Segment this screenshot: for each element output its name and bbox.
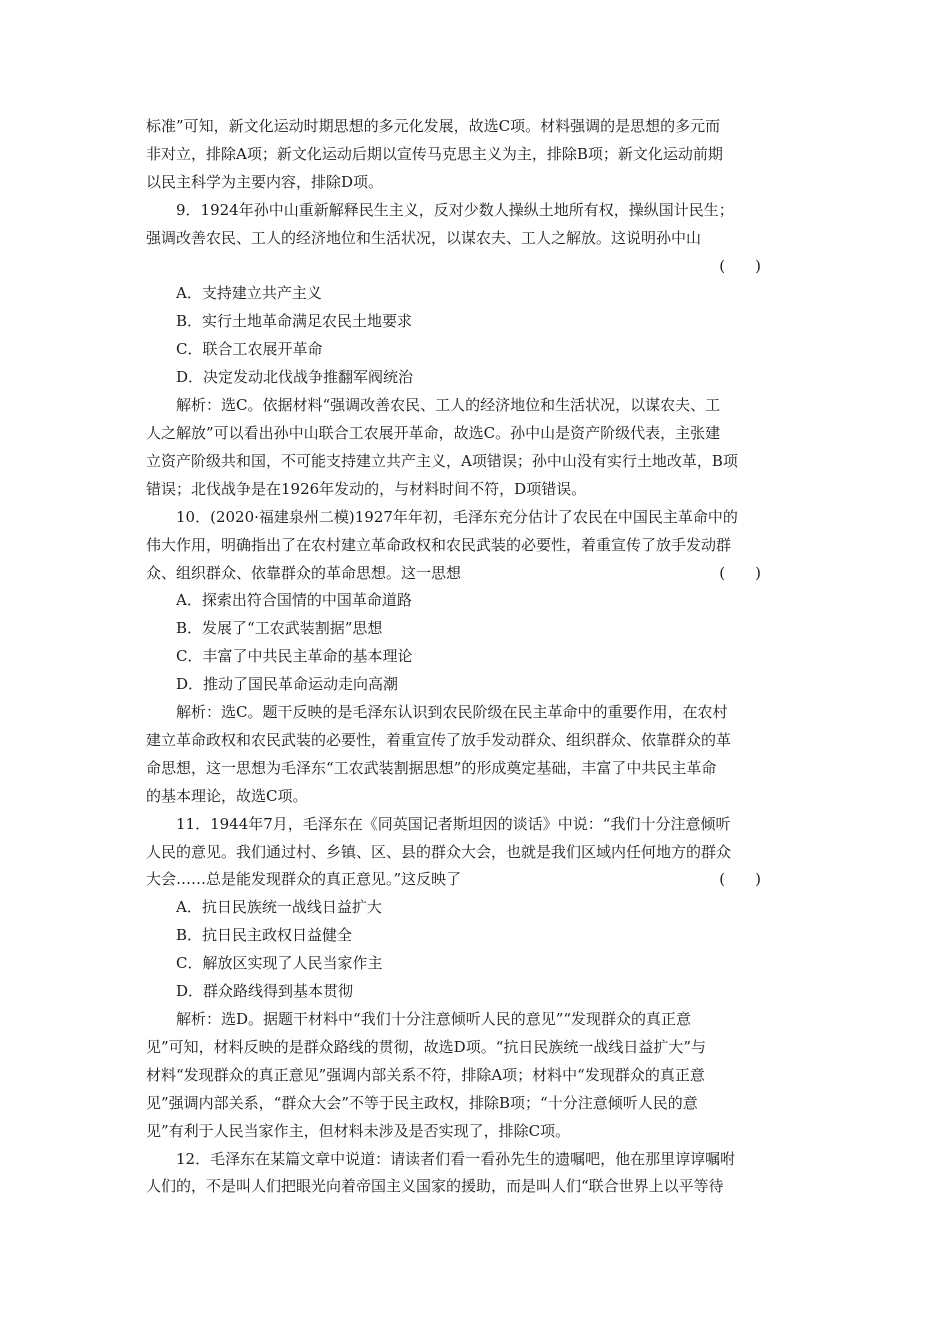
question-stem-line: 11．1944年7月，毛泽东在《同英国记者斯坦因的谈话》中说：“我们十分注意倾听 xyxy=(176,814,731,833)
question-stem-line: 强调改善农民、工人的经济地位和生活状况，以谋农夫、工人之解放。这说明孙中山 xyxy=(146,228,702,247)
option-b: B．发展了“工农武装割据”思想 xyxy=(176,619,383,638)
option-d: D．群众路线得到基本贯彻 xyxy=(176,982,354,1001)
option-a: A．支持建立共产主义 xyxy=(176,284,322,303)
text-line: 以民主科学为主要内容，排除D项。 xyxy=(146,172,384,191)
option-a: A．抗日民族统一战线日益扩大 xyxy=(176,898,382,917)
analysis-line: 的基本理论，故选C项。 xyxy=(146,786,308,805)
question-stem-line: 12．毛泽东在某篇文章中说道：请读者们看一看孙先生的遗嘱吧，他在那里谆谆嘱咐 xyxy=(176,1149,736,1168)
analysis-line: 解析：选C。依据材料“强调改善农民、工人的经济地位和生活状况，以谋农夫、工 xyxy=(176,396,721,415)
question-9 xyxy=(146,197,806,504)
answer-bracket: ( ) xyxy=(719,870,761,889)
question-stem-text: 大会……总是能发现群众的真正意见。”这反映了 xyxy=(146,870,462,889)
analysis-line: 解析：选C。题干反映的是毛泽东认识到农民阶级在民主革命中的重要作用，在农村 xyxy=(176,703,728,722)
question-stem-line: 伟大作用，明确指出了在农村建立革命政权和农民武装的必要性，着重宣传了放手发动群 xyxy=(146,535,732,554)
answer-bracket: ( ) xyxy=(719,563,761,582)
option-d: D．决定发动北伐战争推翻军阀统治 xyxy=(176,368,414,387)
question-stem-line: 9．1924年孙中山重新解释民生主义，反对少数人操纵土地所有权，操纵国计民生； xyxy=(176,200,734,219)
answer-bracket: ( ) xyxy=(719,256,761,275)
question-11 xyxy=(146,811,806,1146)
option-a: A．探索出符合国情的中国革命道路 xyxy=(176,591,412,610)
option-d: D．推动了国民革命运动走向高潮 xyxy=(176,675,399,694)
question-stem-text: 众、组织群众、依靠群众的革命思想。这一思想 xyxy=(146,563,462,582)
question-stem-line: 10．(2020·福建泉州二模)1927年年初，毛泽东充分估计了农民在中国民主革命中的 xyxy=(176,507,738,526)
analysis-line: 解析：选D。据题干材料中“我们十分注意倾听人民的意见”“发现群众的真正意 xyxy=(176,1010,692,1028)
option-c: C．解放区实现了人民当家作主 xyxy=(176,954,383,973)
analysis-line: 立资产阶级共和国，不可能支持建立共产主义，A项错误；孙中山没有实行土地改革，B项 xyxy=(146,451,738,470)
analysis-line: 材料“发现群众的真正意见”强调内部关系不符，排除A项；材料中“发现群众的真正意 xyxy=(146,1065,705,1084)
option-c: C．联合工农展开革命 xyxy=(176,340,323,359)
option-b: B．实行土地革命满足农民土地要求 xyxy=(176,312,413,331)
question-10 xyxy=(146,504,806,811)
question-stem-line: 人民的意见。我们通过村、乡镇、区、县的群众大会，也就是我们区域内任何地方的群众 xyxy=(146,842,732,861)
analysis-line: 建立革命政权和农民武装的必要性，着重宣传了放手发动群众、组织群众、依靠群众的革 xyxy=(146,730,732,749)
document-page xyxy=(146,113,806,1201)
question-stem-line: 人们的，不是叫人们把眼光向着帝国主义国家的援助，而是叫人们“联合世界上以平等待 xyxy=(146,1177,724,1196)
analysis-line: 人之解放”可以看出孙中山联合工农展开革命，故选C。孙中山是资产阶级代表，主张建 xyxy=(146,423,721,442)
question-12 xyxy=(146,1146,806,1202)
question-stem-last-line xyxy=(146,560,806,588)
analysis-line: 见”有利于人民当家作主，但材料未涉及是否实现了，排除C项。 xyxy=(146,1121,571,1140)
analysis-line: 见”可知，材料反映的是群众路线的贯彻，故选D项。“抗日民族统一战线日益扩大”与 xyxy=(146,1037,707,1056)
analysis-line: 命思想，这一思想为毛泽东“工农武装割据思想”的形成奠定基础，丰富了中共民主革命 xyxy=(146,758,717,777)
analysis-line: 见”强调内部关系，“群众大会”不等于民主政权，排除B项；“十分注意倾听人民的意 xyxy=(146,1093,698,1112)
text-line: 非对立，排除A项；新文化运动后期以宣传马克思主义为主，排除B项；新文化运动前期 xyxy=(146,144,723,163)
question-stem-last-line xyxy=(146,866,806,894)
option-b: B．抗日民主政权日益健全 xyxy=(176,926,353,945)
option-c: C．丰富了中共民主革命的基本理论 xyxy=(176,647,413,666)
prev-analysis-continuation xyxy=(146,113,806,197)
analysis-line: 错误；北伐战争是在1926年发动的，与材料时间不符，D项错误。 xyxy=(146,479,587,498)
text-line: 标准”可知，新文化运动时期思想的多元化发展，故选C项。材料强调的是思想的多元而 xyxy=(146,117,721,135)
